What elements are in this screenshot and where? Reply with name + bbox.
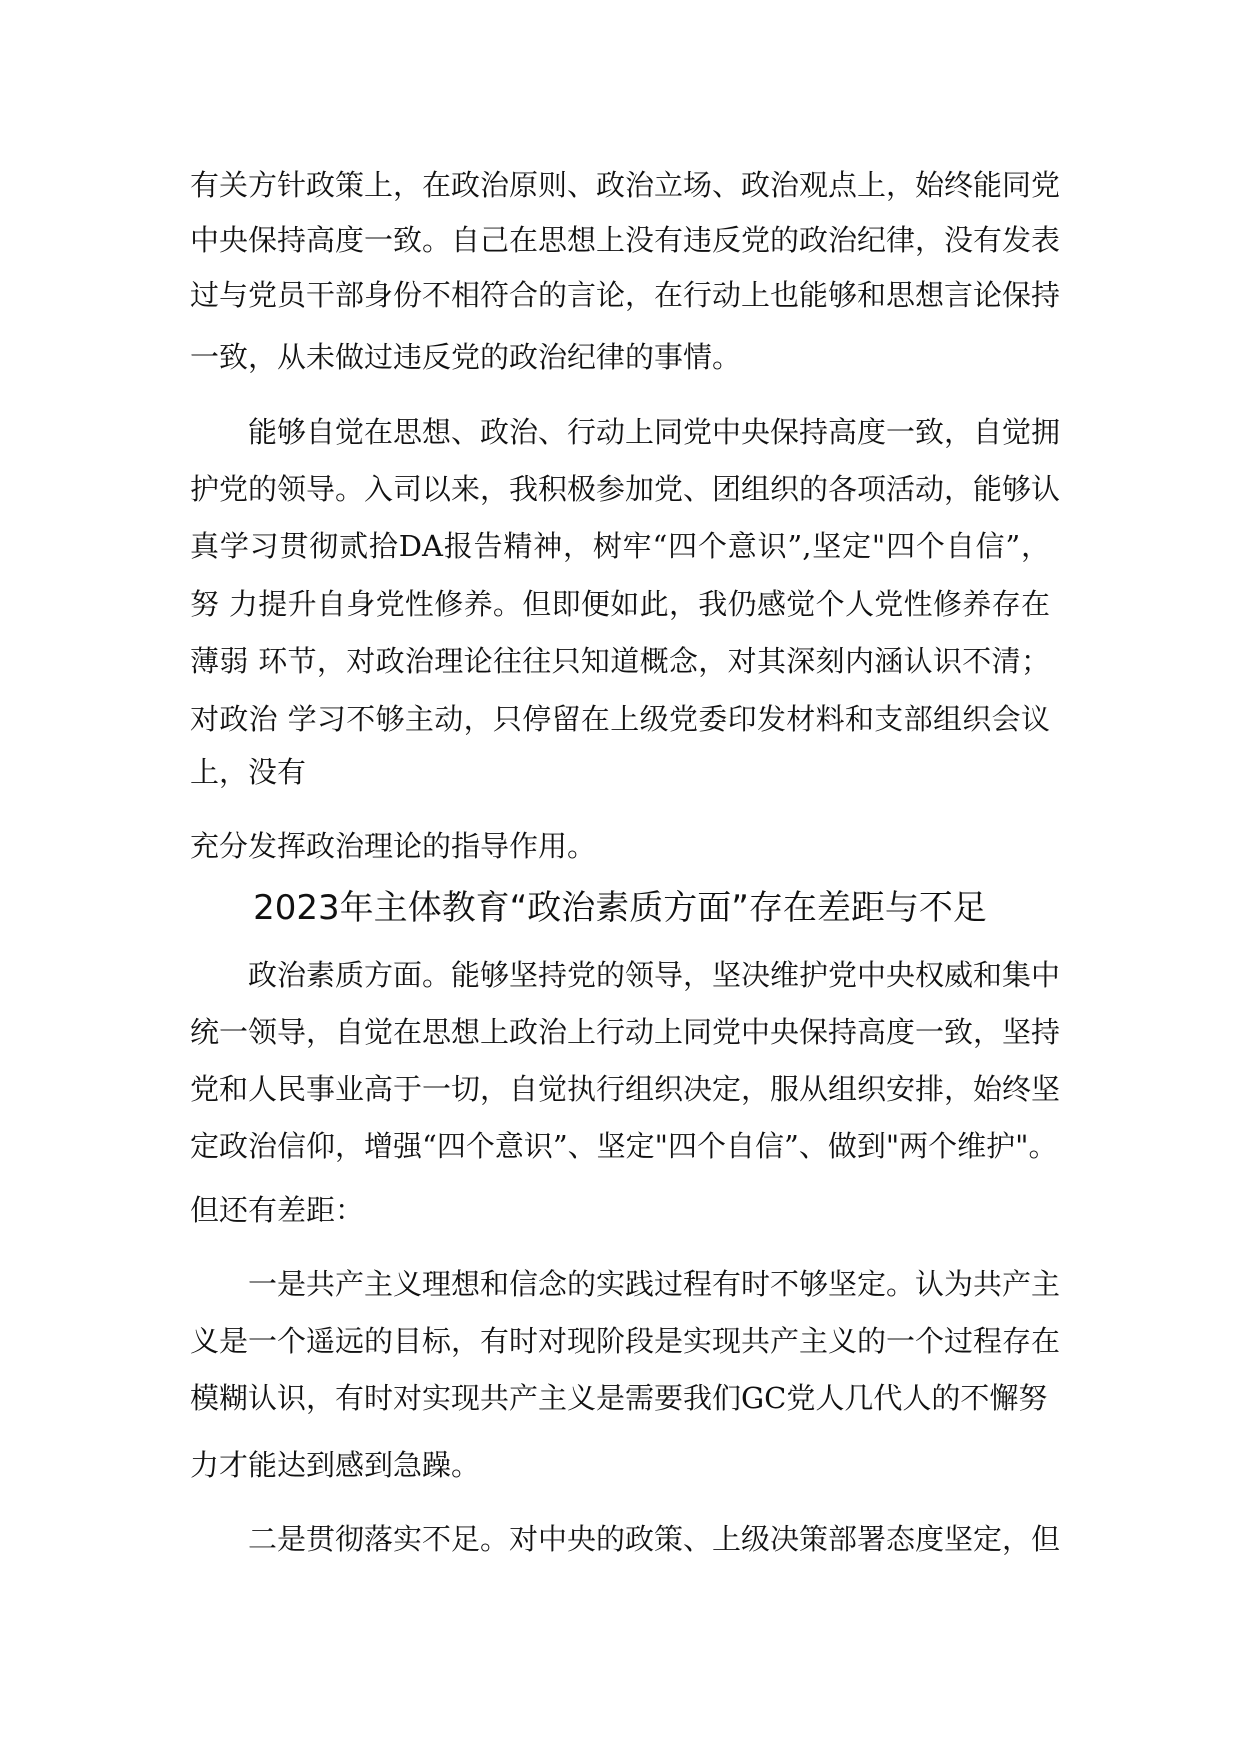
paragraph-line: 义是一个遥远的目标，有时对现阶段是实现共产主义的一个过程存在	[190, 1324, 1061, 1358]
paragraph-line: 党和人民事业高于一切，自觉执行组织决定，服从组织安排，始终坚	[190, 1072, 1061, 1106]
paragraph-line: 对政治 学习不够主动，只停留在上级党委印发材料和支部组织会议	[190, 702, 1050, 736]
paragraph-line: 一是共产主义理想和信念的实践过程有时不够坚定。认为共产主	[248, 1267, 1061, 1301]
paragraph-line: 护党的领导。入司以来，我积极参加党、团组织的各项活动，能够认	[190, 472, 1061, 506]
paragraph-line: 力才能达到感到急躁。	[190, 1448, 481, 1482]
paragraph-line: 薄弱 环节，对政治理论往往只知道概念，对其深刻内涵认识不清；	[190, 644, 1050, 678]
section-heading: 2023年主体教育“政治素质方面”存在差距与不足	[253, 888, 987, 928]
paragraph-line: 模糊认识，有时对实现共产主义是需要我们GC党人几代人的不懈努	[190, 1381, 1048, 1415]
paragraph-line: 努 力提升自身党性修养。但即便如此，我仍感觉个人党性修养存在	[190, 587, 1050, 621]
paragraph-line: 定政治信仰，增强“四个意识”、坚定"四个自信”、做到"两个维护"。	[190, 1129, 1058, 1163]
paragraph-line: 统一领导，自觉在思想上政治上行动上同党中央保持高度一致，坚持	[190, 1015, 1061, 1049]
paragraph-line: 但还有差距：	[190, 1193, 365, 1227]
paragraph-line: 一致，从未做过违反党的政治纪律的事情。	[190, 340, 742, 374]
paragraph-line: 上，没有	[190, 755, 307, 789]
paragraph-line: 二是贯彻落实不足。对中央的政策、上级决策部署态度坚定，但	[248, 1522, 1061, 1556]
paragraph-line: 有关方针政策上，在政治原则、政治立场、政治观点上，始终能同党	[190, 168, 1061, 202]
paragraph-line: 充分发挥政治理论的指导作用。	[190, 829, 597, 863]
paragraph-line: 过与党员干部身份不相符合的言论，在行动上也能够和思想言论保持	[190, 278, 1061, 312]
paragraph-line: 中央保持高度一致。自己在思想上没有违反党的政治纪律，没有发表	[190, 223, 1061, 257]
paragraph-line: 能够自觉在思想、政治、行动上同党中央保持高度一致，自觉拥	[248, 415, 1061, 449]
paragraph-line: 政治素质方面。能够坚持党的领导，坚决维护党中央权威和集中	[248, 958, 1061, 992]
paragraph-line: 真学习贯彻贰拾DA报告精神，树牢“四个意识”,坚定"四个自信”，	[190, 529, 1050, 563]
